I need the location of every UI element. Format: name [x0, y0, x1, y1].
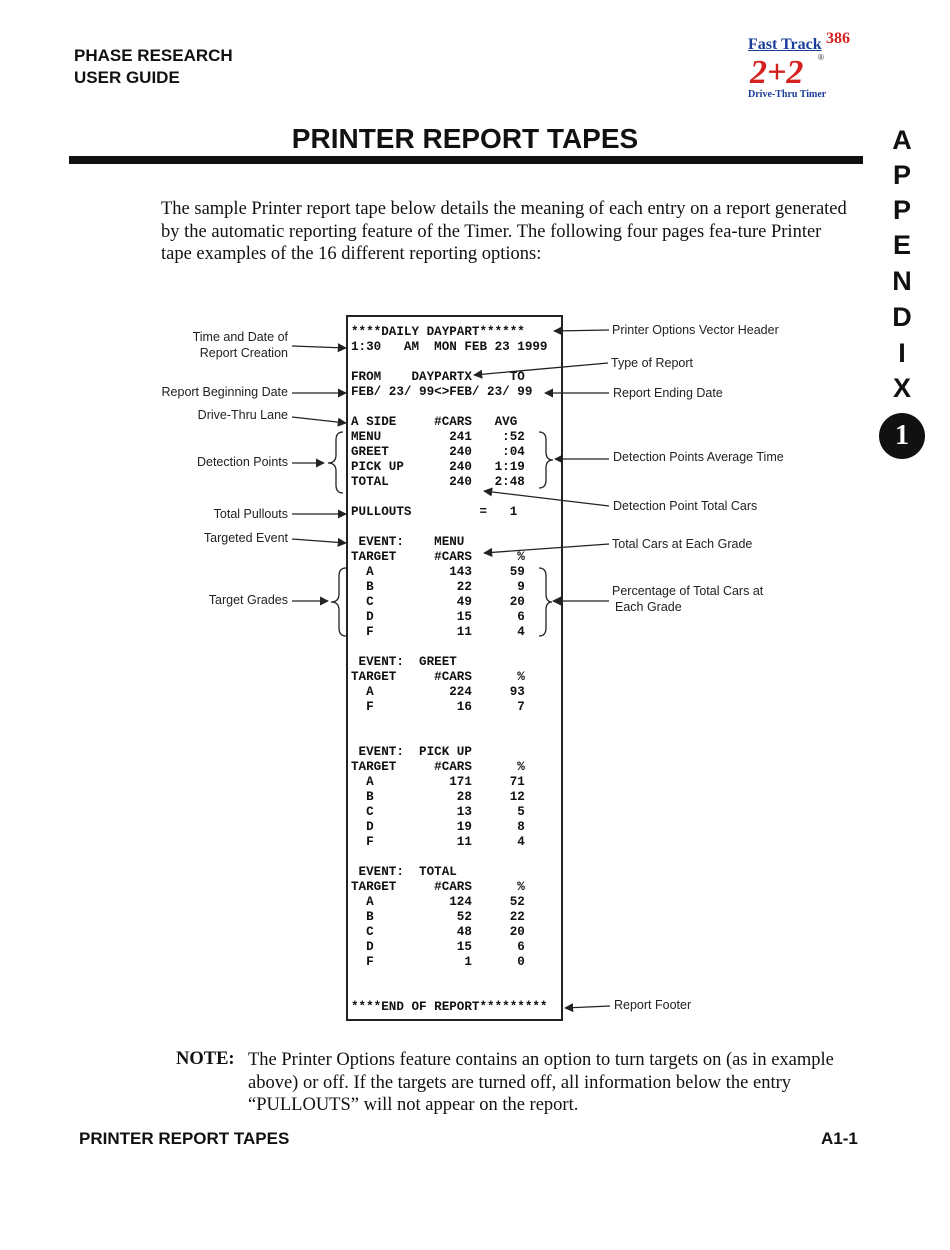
- appendix-letter: D: [892, 302, 912, 332]
- tape-line: C 48 20: [351, 925, 525, 939]
- page-number: A1-1: [821, 1129, 858, 1148]
- callout-pullouts: Total Pullouts: [213, 507, 288, 521]
- tape-line: D 15 6: [351, 940, 525, 954]
- tape-line: C 13 5: [351, 805, 525, 819]
- tape-line: A 224 93: [351, 685, 525, 699]
- tape-line: ****END OF REPORT*********: [351, 1000, 548, 1014]
- tape-line: FEB/ 23/ 99<>FEB/ 23/ 99: [351, 385, 533, 399]
- note-text: The Printer Options feature contains an option to turn targets on (as in example above) or off. If the targets are turned off, all information below the entry “PULLOUTS” will not appear on the report.: [248, 1050, 834, 1115]
- note-label: NOTE:: [176, 1049, 235, 1069]
- tape-line: PULLOUTS = 1: [351, 505, 518, 519]
- callout-cars-each-grade: Total Cars at Each Grade: [612, 537, 753, 551]
- tape-line: TARGET #CARS %: [351, 550, 525, 564]
- callout-report-type: Type of Report: [611, 356, 693, 370]
- tape-line: B 52 22: [351, 910, 525, 924]
- appendix-number-badge: 1: [879, 413, 925, 459]
- appendix-letter: A: [892, 125, 912, 155]
- tape-line: EVENT: TOTAL: [351, 865, 457, 879]
- tape-line: A SIDE #CARS AVG: [351, 415, 518, 429]
- appendix-letter: I: [898, 338, 906, 368]
- callout-target-grades: Target Grades: [208, 593, 288, 607]
- logo-tagline: Drive-Thru Timer: [748, 89, 827, 100]
- page-title: PRINTER REPORT TAPES: [291, 123, 639, 154]
- tape-line: ****DAILY DAYPART******: [351, 325, 525, 339]
- tape-line: F 16 7: [351, 700, 525, 714]
- logo-brand: Fast Track: [748, 36, 822, 53]
- tape-line: EVENT: MENU: [351, 535, 465, 549]
- tape-line: A 124 52: [351, 895, 525, 909]
- tape-line: D 19 8: [351, 820, 525, 834]
- document-name: USER GUIDE: [74, 68, 180, 87]
- tape-line: F 1 0: [351, 955, 525, 969]
- callout-time-date: Time and Date of: [192, 330, 288, 344]
- logo-number: 386: [826, 30, 850, 47]
- logo-mark: 2+2: [750, 54, 804, 91]
- tape-line: TARGET #CARS %: [351, 670, 525, 684]
- tape-line: D 15 6: [351, 610, 525, 624]
- callout-percentage: Each Grade: [615, 600, 682, 614]
- company-name: PHASE RESEARCH: [74, 46, 233, 65]
- callout-time-date: Report Creation: [199, 346, 288, 360]
- tape-line: F 11 4: [351, 835, 525, 849]
- tape-line: TARGET #CARS %: [351, 880, 525, 894]
- tape-line: A 171 71: [351, 775, 525, 789]
- tape-line: EVENT: PICK UP: [351, 745, 472, 759]
- callout-detection-points: Detection Points: [196, 455, 288, 469]
- callout-average-time: Detection Points Average Time: [613, 450, 784, 464]
- callout-end-date: Report Ending Date: [613, 386, 723, 400]
- logo-registered: ®: [818, 53, 824, 62]
- tape-line: A 143 59: [351, 565, 525, 579]
- tape-line: F 11 4: [351, 625, 525, 639]
- appendix-letter: P: [892, 160, 911, 190]
- tape-line: TARGET #CARS %: [351, 760, 525, 774]
- tape-line: TOTAL 240 2:48: [351, 475, 525, 489]
- tape-line: 1:30 AM MON FEB 23 1999: [351, 340, 548, 354]
- tape-line: MENU 241 :52: [351, 430, 525, 444]
- callout-vector-header: Printer Options Vector Header: [612, 323, 779, 337]
- intro-paragraph: The sample Printer report tape below details the meaning of each entry on a report generated by the automatic reporting feature of the Timer. The following four pages fea-ture Printer tape examples of the 16 different reporting options:: [161, 199, 847, 264]
- footer-title: PRINTER REPORT TAPES: [79, 1129, 290, 1148]
- tape-line: GREET 240 :04: [351, 445, 525, 459]
- appendix-letter: P: [892, 195, 911, 225]
- tape-line: FROM DAYPARTX TO: [351, 370, 525, 384]
- tape-line: PICK UP 240 1:19: [351, 460, 525, 474]
- callout-begin-date: Report Beginning Date: [161, 385, 288, 399]
- appendix-letter: E: [892, 230, 911, 260]
- tape-line: B 22 9: [351, 580, 525, 594]
- callout-lane: Drive-Thru Lane: [197, 408, 288, 422]
- tape-line: EVENT: GREET: [351, 655, 457, 669]
- callout-total-cars: Detection Point Total Cars: [613, 499, 758, 513]
- appendix-letter: N: [892, 266, 912, 296]
- tape-line: C 49 20: [351, 595, 525, 609]
- callout-percentage: Percentage of Total Cars at: [612, 584, 764, 598]
- callout-report-footer: Report Footer: [614, 998, 692, 1012]
- callout-targeted-event: Targeted Event: [203, 531, 288, 545]
- appendix-letter: X: [892, 373, 911, 403]
- tape-line: B 28 12: [351, 790, 525, 804]
